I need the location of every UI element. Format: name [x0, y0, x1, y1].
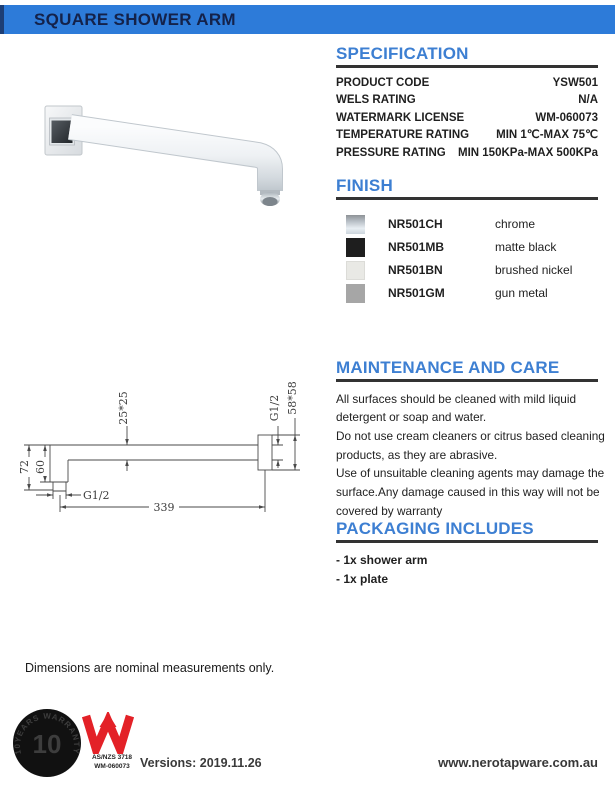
spec-label: WATERMARK LICENSE [336, 111, 465, 124]
finish-option [336, 282, 598, 305]
packaging-item: - 1x plate [336, 571, 389, 586]
finish-option [336, 259, 598, 282]
maintenance-section [336, 358, 605, 520]
website-text: www.nerotapware.com.au [438, 755, 598, 770]
badge-years: 10 [32, 729, 62, 759]
dim-arm-section-label: 25*25 [117, 391, 130, 425]
version-text: Versions: 2019.11.26 [140, 756, 262, 770]
matte-black-swatch [346, 238, 365, 257]
watermark-standard: AS/NZS 3718 [91, 754, 133, 761]
maintenance-line: detergent or soap and water. [336, 410, 487, 425]
finish-section [336, 176, 598, 305]
finish-name: matte black [495, 240, 557, 254]
finish-name: chrome [495, 217, 536, 231]
spec-label: PRESSURE RATING [336, 146, 446, 159]
page-title: SQUARE SHOWER ARM [34, 9, 236, 29]
spec-value: YSW501 [552, 76, 598, 89]
spec-label: WELS RATING [336, 94, 416, 107]
watermark-logo-icon [81, 712, 135, 754]
dim-wall-thread-label: G1/2 [268, 394, 281, 422]
watermark-arrow [100, 713, 117, 727]
dim-outlet-thread-label: G1/2 [83, 489, 110, 502]
finish-option [336, 236, 598, 259]
maintenance-line: Do not use cream cleaners or citrus based cleaning [336, 428, 605, 443]
shower-arm-photo [45, 106, 280, 206]
spec-value: WM-060073 [535, 111, 598, 124]
dim-inner-height-label: 60 [34, 460, 47, 474]
warranty-badge [11, 707, 83, 779]
finish-code: NR501GM [388, 286, 445, 300]
maintenance-line: products, as they are abrasive. [336, 447, 498, 462]
maintenance-line: Use of unsuitable cleaning agents may damage the [336, 466, 605, 481]
packaging-heading: PACKAGING INCLUDES [336, 519, 534, 538]
packaging-section [336, 519, 598, 589]
packaging-list [336, 551, 598, 589]
specification-rule [336, 65, 598, 68]
spec-row [336, 92, 598, 110]
dimensions-note: Dimensions are nominal measurements only. [25, 661, 275, 675]
finish-code: NR501CH [388, 217, 443, 231]
maintenance-line: covered by warranty [336, 503, 443, 518]
dim-plate-size-label: 58*58 [286, 381, 299, 415]
brushed-nickel-swatch [346, 261, 365, 280]
finish-rule [336, 197, 598, 200]
spec-label: PRODUCT CODE [336, 76, 430, 89]
maintenance-rule [336, 379, 598, 382]
maintenance-text [336, 390, 605, 521]
watermark-license: WM-060073 [94, 762, 130, 770]
header-banner [0, 5, 615, 34]
specification-section [336, 44, 598, 162]
dim-arm-length-label: 339 [153, 501, 175, 514]
technical-drawing [15, 368, 320, 523]
finish-code: NR501MB [388, 240, 445, 254]
gun-metal-swatch [346, 284, 365, 303]
finish-options [336, 213, 598, 305]
finish-code: NR501BN [388, 263, 443, 277]
specification-table [336, 75, 598, 163]
dim-overall-height-label: 72 [18, 460, 31, 474]
badge-arc-text: 10YEARS WARRANTY [12, 711, 82, 756]
drawing-labels [18, 381, 299, 514]
drawing-outline [24, 418, 300, 512]
packaging-item: - 1x shower arm [336, 552, 428, 567]
spec-label: TEMPERATURE RATING [336, 129, 470, 142]
spec-row [336, 110, 598, 128]
spec-value: MIN 150KPa-MAX 500KPa [458, 146, 598, 159]
packaging-rule [336, 540, 598, 543]
watermark-cert-text [82, 754, 142, 771]
maintenance-line: surface.Any damage caused in this way will not be [336, 485, 600, 500]
finish-name: brushed nickel [495, 263, 573, 277]
thread-nub-end [263, 197, 278, 206]
finish-name: gun metal [495, 286, 548, 300]
spec-value: MIN 1℃-MAX 75℃ [496, 129, 598, 142]
chrome-swatch [346, 215, 365, 234]
spec-value: N/A [578, 94, 598, 107]
finish-option [336, 213, 598, 236]
arm-body [70, 127, 270, 191]
maintenance-line: All surfaces should be cleaned with mild liquid [336, 391, 576, 406]
specification-heading: SPECIFICATION [336, 44, 469, 63]
spec-row [336, 127, 598, 145]
maintenance-heading: MAINTENANCE AND CARE [336, 358, 560, 377]
spec-row [336, 145, 598, 163]
product-photo [20, 85, 300, 235]
spec-row [336, 75, 598, 93]
finish-heading: FINISH [336, 176, 393, 195]
